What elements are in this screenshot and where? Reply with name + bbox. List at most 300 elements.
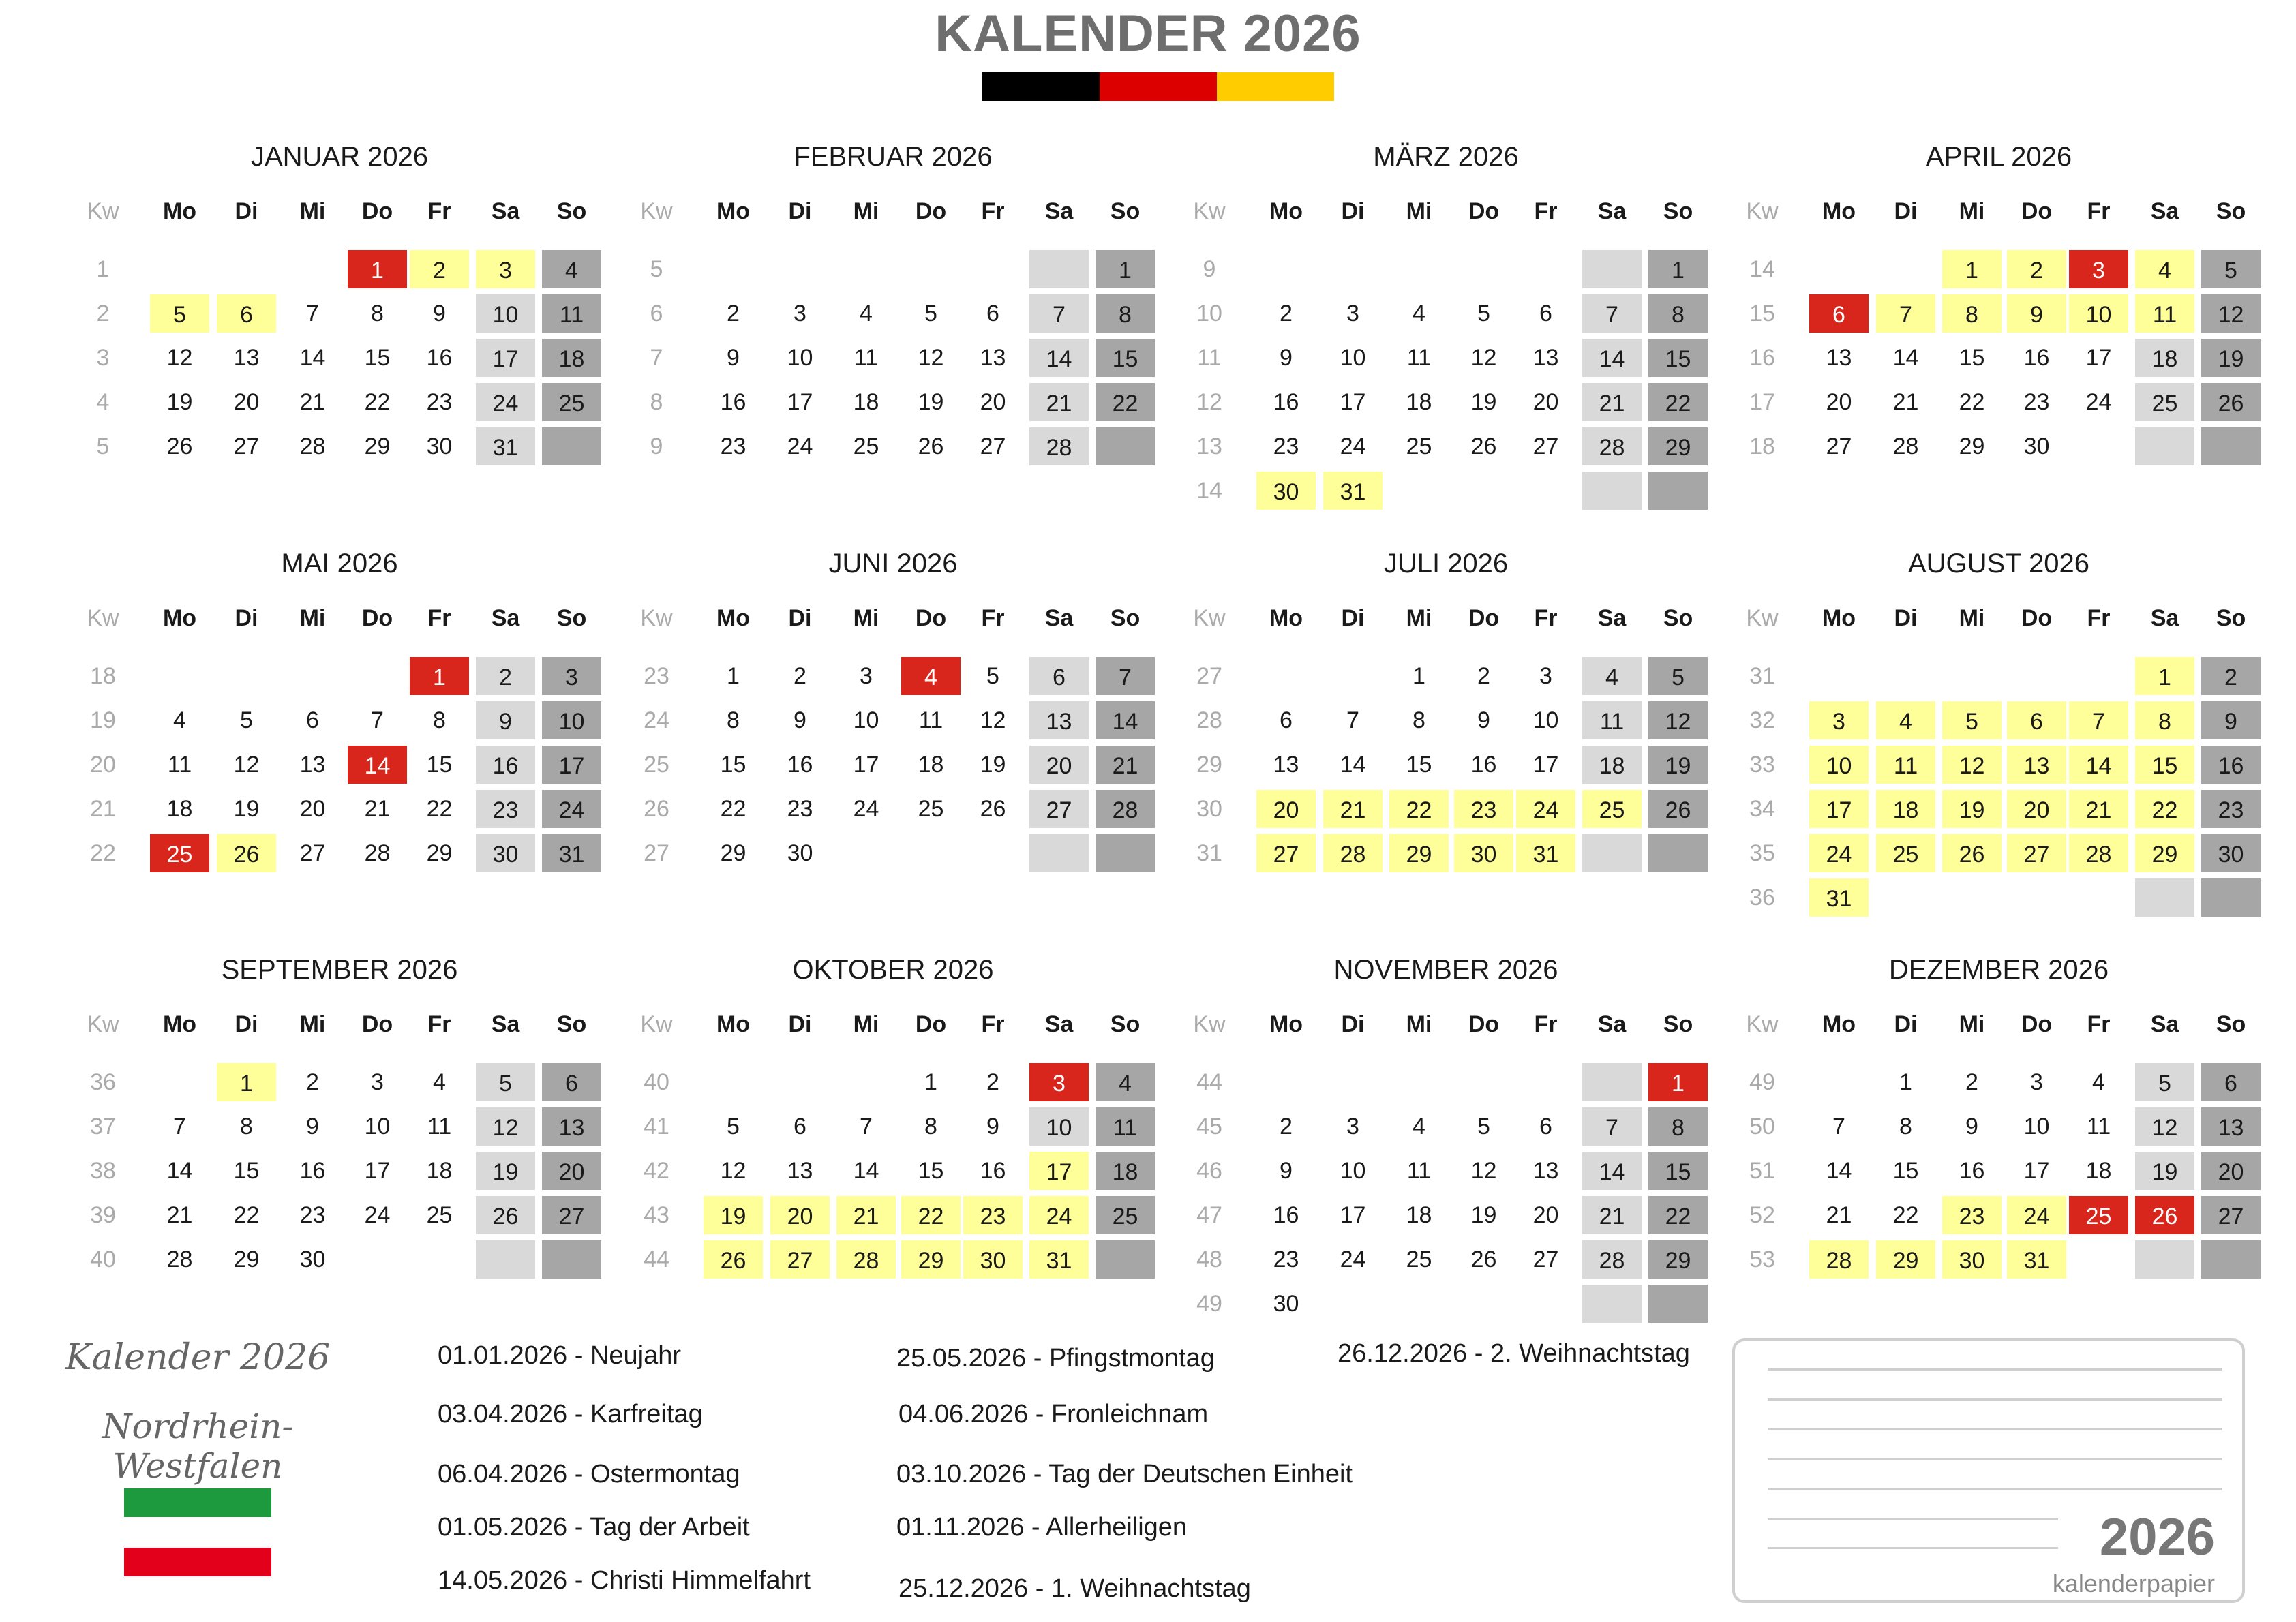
day-cell: 17 <box>1340 1202 1366 1228</box>
day-cell: 1 <box>1647 249 1709 290</box>
day-cell: 22 <box>1388 789 1450 829</box>
note-line <box>1768 1398 2222 1401</box>
day-cell: 27 <box>1826 433 1852 459</box>
weekday-header: Di <box>1341 1011 1365 1037</box>
day-cell: 11 <box>1875 744 1937 785</box>
day-cell: 7 <box>1094 656 1156 697</box>
day-cell: 30 <box>787 840 813 866</box>
day-cell: 22 <box>1959 389 1985 415</box>
month-title: JUNI 2026 <box>828 549 958 579</box>
day-cell: 24 <box>1028 1195 1090 1236</box>
week-number: 15 <box>1749 301 1775 326</box>
day-cell: 6 <box>2200 1062 2262 1103</box>
day-cell: 3 <box>2068 249 2130 290</box>
day-cell: 4 <box>2092 1069 2105 1095</box>
day-cell: 21 <box>1028 382 1090 423</box>
weekday-header: Do <box>1468 1011 1500 1037</box>
weekday-header: Do <box>361 198 393 224</box>
day-cell: 28 <box>1892 433 1919 459</box>
day-cell: 31 <box>474 426 537 467</box>
day-cell: 3 <box>1346 1114 1359 1139</box>
week-number-header: Kw <box>1193 605 1226 631</box>
day-cell: 9 <box>1280 345 1293 371</box>
day-cell: 13 <box>1028 700 1090 741</box>
day-cell: 5 <box>924 301 937 326</box>
week-number: 20 <box>90 752 116 778</box>
day-cell: 28 <box>1094 789 1156 829</box>
day-cell: 6 <box>1280 707 1293 733</box>
day-cell: 6 <box>215 293 277 334</box>
week-number-header: Kw <box>87 1011 119 1037</box>
day-cell: 30 <box>2023 433 2050 459</box>
empty-weekend-cell <box>2200 877 2262 918</box>
day-cell: 11 <box>2086 1114 2111 1139</box>
week-number: 52 <box>1749 1202 1775 1228</box>
weekday-header: So <box>1110 605 1141 631</box>
day-cell: 9 <box>2200 700 2262 741</box>
weekday-header: So <box>1663 198 1693 224</box>
empty-weekend-cell <box>1647 1283 1709 1324</box>
holiday-item: 26.12.2026 - 2. Weihnachtstag <box>1338 1339 1690 1368</box>
day-cell: 8 <box>240 1114 253 1139</box>
german-flag <box>982 72 1334 101</box>
day-cell: 3 <box>1028 1062 1090 1103</box>
week-number-header: Kw <box>640 1011 673 1037</box>
day-cell: 1 <box>924 1069 937 1095</box>
day-cell: 13 <box>1532 1158 1559 1184</box>
day-cell: 14 <box>853 1158 879 1184</box>
day-cell: 10 <box>787 345 813 371</box>
week-number: 36 <box>90 1069 116 1095</box>
day-cell: 5 <box>727 1114 740 1139</box>
day-cell: 11 <box>427 1114 452 1139</box>
day-cell: 22 <box>2134 789 2196 829</box>
weekday-header: Di <box>1894 1011 1918 1037</box>
weekday-header: Sa <box>2150 605 2179 631</box>
week-number-header: Kw <box>1746 198 1779 224</box>
day-cell: 2 <box>408 249 470 290</box>
week-number: 40 <box>90 1246 116 1272</box>
day-cell: 26 <box>1470 433 1497 459</box>
day-cell: 2 <box>474 656 537 697</box>
month-title: JANUAR 2026 <box>250 142 429 172</box>
day-cell: 4 <box>1413 1114 1425 1139</box>
day-cell: 11 <box>1406 345 1432 371</box>
day-cell: 10 <box>541 700 603 741</box>
weekday-header: Sa <box>1044 198 1074 224</box>
day-cell: 11 <box>918 707 943 733</box>
day-cell: 23 <box>1273 433 1299 459</box>
day-cell: 4 <box>860 301 873 326</box>
day-cell: 23 <box>1273 1246 1299 1272</box>
day-cell: 28 <box>2068 833 2130 874</box>
day-cell: 30 <box>426 433 453 459</box>
empty-weekend-cell <box>2134 877 2196 918</box>
day-cell: 2 <box>794 663 806 689</box>
weekday-header: Fr <box>2087 198 2111 224</box>
day-cell: 30 <box>474 833 537 874</box>
weekday-header: Mo <box>716 605 751 631</box>
month-title: FEBRUAR 2026 <box>794 142 993 172</box>
note-line <box>1768 1547 2058 1549</box>
week-number: 46 <box>1196 1158 1222 1184</box>
holiday-item: 03.04.2026 - Karfreitag <box>438 1400 703 1428</box>
empty-weekend-cell <box>1028 833 1090 874</box>
weekday-header: Di <box>1341 605 1365 631</box>
empty-weekend-cell <box>1581 1062 1643 1103</box>
day-cell: 26 <box>1647 789 1709 829</box>
day-cell: 5 <box>240 707 253 733</box>
note-line <box>1768 1368 2222 1371</box>
day-cell: 27 <box>980 433 1006 459</box>
weekday-header: Mo <box>162 198 197 224</box>
note-line <box>1768 1428 2222 1430</box>
day-cell: 18 <box>1406 389 1432 415</box>
day-cell: 22 <box>426 796 453 822</box>
day-cell: 26 <box>166 433 193 459</box>
week-number: 5 <box>96 433 110 459</box>
weekday-header: Fr <box>981 1011 1005 1037</box>
week-number: 18 <box>1749 433 1775 459</box>
day-cell: 23 <box>720 433 746 459</box>
day-cell: 29 <box>1388 833 1450 874</box>
weekday-header: Mi <box>1406 1011 1432 1037</box>
day-cell: 8 <box>1941 293 2003 334</box>
week-number: 14 <box>1749 256 1775 282</box>
weekday-header: Fr <box>1534 1011 1558 1037</box>
holiday-item: 01.01.2026 - Neujahr <box>438 1341 682 1370</box>
day-cell: 14 <box>2068 744 2130 785</box>
day-cell: 25 <box>1581 789 1643 829</box>
day-cell: 2 <box>986 1069 999 1095</box>
weekday-header: Mo <box>162 605 197 631</box>
weekday-header: Do <box>1468 198 1500 224</box>
day-cell: 18 <box>918 752 944 778</box>
month-title: MAI 2026 <box>281 549 398 579</box>
day-cell: 4 <box>433 1069 446 1095</box>
day-cell: 1 <box>727 663 740 689</box>
day-cell: 26 <box>1470 1246 1497 1272</box>
week-number: 37 <box>90 1114 116 1139</box>
empty-weekend-cell <box>2134 1239 2196 1280</box>
week-number: 4 <box>96 389 110 415</box>
day-cell: 21 <box>1581 382 1643 423</box>
day-cell: 1 <box>346 249 408 290</box>
weekday-header: Mi <box>853 605 879 631</box>
day-cell: 1 <box>408 656 470 697</box>
weekday-header: Fr <box>427 198 451 224</box>
flag-stripe-gold <box>1217 72 1334 101</box>
day-cell: 9 <box>306 1114 319 1139</box>
day-cell: 27 <box>1255 833 1317 874</box>
day-cell: 16 <box>1470 752 1497 778</box>
weekday-header: Sa <box>1044 605 1074 631</box>
day-cell: 6 <box>794 1114 806 1139</box>
day-cell: 21 <box>299 389 326 415</box>
week-number-header: Kw <box>1193 198 1226 224</box>
week-number: 5 <box>650 256 663 282</box>
day-cell: 20 <box>1255 789 1317 829</box>
day-cell: 15 <box>1647 337 1709 378</box>
day-cell: 18 <box>1094 1150 1156 1191</box>
day-cell: 3 <box>2030 1069 2043 1095</box>
day-cell: 6 <box>2006 700 2068 741</box>
empty-weekend-cell <box>474 1239 537 1280</box>
week-number: 14 <box>1196 478 1222 504</box>
weekday-header: Fr <box>427 1011 451 1037</box>
week-number: 31 <box>1749 663 1775 689</box>
week-number: 6 <box>650 301 663 326</box>
day-cell: 6 <box>1808 293 1870 334</box>
day-cell: 18 <box>426 1158 453 1184</box>
day-cell: 20 <box>1826 389 1852 415</box>
day-cell: 6 <box>1539 301 1552 326</box>
day-cell: 10 <box>1028 1106 1090 1147</box>
day-cell: 25 <box>1406 433 1432 459</box>
week-number: 31 <box>1196 840 1222 866</box>
weekday-header: Fr <box>981 605 1005 631</box>
week-number: 24 <box>644 707 669 733</box>
weekday-header: Mi <box>1959 198 1985 224</box>
day-cell: 17 <box>1808 789 1870 829</box>
day-cell: 29 <box>1875 1239 1937 1280</box>
day-cell: 28 <box>1322 833 1384 874</box>
day-cell: 6 <box>986 301 999 326</box>
day-cell: 30 <box>2200 833 2262 874</box>
day-cell: 26 <box>918 433 944 459</box>
weekday-header: Sa <box>491 1011 520 1037</box>
week-number: 43 <box>644 1202 669 1228</box>
day-cell: 7 <box>306 301 319 326</box>
day-cell: 7 <box>371 707 384 733</box>
day-cell: 26 <box>1941 833 2003 874</box>
day-cell: 10 <box>1532 707 1559 733</box>
day-cell: 12 <box>720 1158 746 1184</box>
day-cell: 27 <box>1532 433 1559 459</box>
day-cell: 13 <box>233 345 260 371</box>
day-cell: 2 <box>1280 1114 1293 1139</box>
day-cell: 27 <box>1532 1246 1559 1272</box>
weekday-header: Sa <box>2150 198 2179 224</box>
day-cell: 12 <box>474 1106 537 1147</box>
day-cell: 1 <box>2134 656 2196 697</box>
day-cell: 31 <box>2006 1239 2068 1280</box>
weekday-header: Do <box>915 605 947 631</box>
day-cell: 14 <box>1581 337 1643 378</box>
weekday-header: Mi <box>1406 605 1432 631</box>
day-cell: 16 <box>299 1158 326 1184</box>
week-number-header: Kw <box>1746 605 1779 631</box>
day-cell: 16 <box>1959 1158 1985 1184</box>
day-cell: 15 <box>1094 337 1156 378</box>
weekday-header: Sa <box>1044 1011 1074 1037</box>
day-cell: 17 <box>1028 1150 1090 1191</box>
day-cell: 12 <box>1941 744 2003 785</box>
weekday-header: Di <box>1894 605 1918 631</box>
day-cell: 6 <box>306 707 319 733</box>
month-title: APRIL 2026 <box>1925 142 2072 172</box>
day-cell: 26 <box>702 1239 764 1280</box>
weekday-header: So <box>556 1011 587 1037</box>
week-number: 22 <box>90 840 116 866</box>
day-cell: 18 <box>853 389 879 415</box>
day-cell: 6 <box>1028 656 1090 697</box>
day-cell: 1 <box>1647 1062 1709 1103</box>
day-cell: 3 <box>474 249 537 290</box>
day-cell: 9 <box>474 700 537 741</box>
day-cell: 21 <box>364 796 391 822</box>
day-cell: 13 <box>787 1158 813 1184</box>
week-number: 13 <box>1196 433 1222 459</box>
day-cell: 9 <box>1280 1158 1293 1184</box>
weekday-header: Mi <box>1959 1011 1985 1037</box>
day-cell: 24 <box>541 789 603 829</box>
weekday-header: Fr <box>427 605 451 631</box>
month-title: MÄRZ 2026 <box>1373 142 1519 172</box>
week-number: 2 <box>96 301 110 326</box>
day-cell: 29 <box>233 1246 260 1272</box>
empty-weekend-cell <box>2200 426 2262 467</box>
day-cell: 9 <box>2006 293 2068 334</box>
flag-stripe-black <box>982 72 1100 101</box>
week-number: 49 <box>1749 1069 1775 1095</box>
notes-year: 2026 <box>2099 1508 2215 1566</box>
day-cell: 18 <box>166 796 193 822</box>
day-cell: 1 <box>215 1062 277 1103</box>
weekday-header: Di <box>235 1011 258 1037</box>
day-cell: 6 <box>1539 1114 1552 1139</box>
day-cell: 23 <box>2023 389 2050 415</box>
day-cell: 3 <box>541 656 603 697</box>
day-cell: 8 <box>1647 1106 1709 1147</box>
day-cell: 22 <box>720 796 746 822</box>
weekday-header: Mi <box>1959 605 1985 631</box>
day-cell: 4 <box>900 656 962 697</box>
day-cell: 16 <box>2200 744 2262 785</box>
day-cell: 12 <box>918 345 944 371</box>
day-cell: 28 <box>364 840 391 866</box>
notes-box <box>1732 1338 2245 1603</box>
day-cell: 24 <box>1340 1246 1366 1272</box>
day-cell: 22 <box>233 1202 260 1228</box>
empty-weekend-cell <box>1647 470 1709 511</box>
flag-stripe-red <box>1100 72 1217 101</box>
weekday-header: Di <box>235 198 258 224</box>
day-cell: 11 <box>854 345 879 371</box>
day-cell: 19 <box>1941 789 2003 829</box>
day-cell: 7 <box>1346 707 1359 733</box>
day-cell: 1 <box>1941 249 2003 290</box>
week-number: 27 <box>1196 663 1222 689</box>
month-title: AUGUST 2026 <box>1907 549 2090 579</box>
day-cell: 13 <box>1826 345 1852 371</box>
day-cell: 16 <box>474 744 537 785</box>
day-cell: 28 <box>1808 1239 1870 1280</box>
day-cell: 29 <box>1647 426 1709 467</box>
week-number: 53 <box>1749 1246 1775 1272</box>
day-cell: 14 <box>1581 1150 1643 1191</box>
week-number: 41 <box>644 1114 669 1139</box>
day-cell: 19 <box>1470 389 1497 415</box>
day-cell: 19 <box>1470 1202 1497 1228</box>
day-cell: 19 <box>474 1150 537 1191</box>
weekday-header: Di <box>1341 198 1365 224</box>
day-cell: 8 <box>727 707 740 733</box>
day-cell: 5 <box>1477 301 1490 326</box>
day-cell: 6 <box>541 1062 603 1103</box>
day-cell: 23 <box>787 796 813 822</box>
day-cell: 28 <box>1028 426 1090 467</box>
day-cell: 21 <box>166 1202 193 1228</box>
day-cell: 29 <box>1647 1239 1709 1280</box>
day-cell: 8 <box>2134 700 2196 741</box>
day-cell: 24 <box>1515 789 1577 829</box>
week-number: 49 <box>1196 1291 1222 1317</box>
day-cell: 17 <box>853 752 879 778</box>
empty-weekend-cell <box>2200 1239 2262 1280</box>
week-number-header: Kw <box>87 198 119 224</box>
day-cell: 14 <box>1028 337 1090 378</box>
day-cell: 4 <box>173 707 186 733</box>
weekday-header: Di <box>1894 198 1918 224</box>
day-cell: 20 <box>2200 1150 2262 1191</box>
empty-weekend-cell <box>2134 426 2196 467</box>
day-cell: 14 <box>166 1158 193 1184</box>
day-cell: 4 <box>2134 249 2196 290</box>
day-cell: 12 <box>1647 700 1709 741</box>
day-cell: 19 <box>1647 744 1709 785</box>
day-cell: 25 <box>149 833 211 874</box>
day-cell: 12 <box>233 752 260 778</box>
day-cell: 8 <box>433 707 446 733</box>
day-cell: 23 <box>962 1195 1024 1236</box>
day-cell: 9 <box>433 301 446 326</box>
day-cell: 16 <box>426 345 453 371</box>
day-cell: 11 <box>1406 1158 1432 1184</box>
day-cell: 14 <box>299 345 326 371</box>
day-cell: 23 <box>426 389 453 415</box>
day-cell: 5 <box>986 663 999 689</box>
day-cell: 31 <box>1808 877 1870 918</box>
day-cell: 3 <box>860 663 873 689</box>
day-cell: 27 <box>2200 1195 2262 1236</box>
weekday-header: Mo <box>716 198 751 224</box>
day-cell: 20 <box>541 1150 603 1191</box>
day-cell: 21 <box>835 1195 897 1236</box>
week-number: 50 <box>1749 1114 1775 1139</box>
day-cell: 19 <box>918 389 944 415</box>
weekday-header: Di <box>235 605 258 631</box>
week-number: 17 <box>1749 389 1775 415</box>
day-cell: 21 <box>1322 789 1384 829</box>
day-cell: 22 <box>364 389 391 415</box>
week-number: 1 <box>96 256 110 282</box>
note-line <box>1768 1518 2058 1520</box>
week-number: 10 <box>1196 301 1222 326</box>
weekday-header: So <box>556 198 587 224</box>
day-cell: 20 <box>1532 389 1559 415</box>
month-title: DEZEMBER 2026 <box>1888 955 2109 985</box>
day-cell: 12 <box>1470 1158 1497 1184</box>
week-number: 44 <box>644 1246 669 1272</box>
nrw-flag-green <box>124 1488 271 1517</box>
day-cell: 8 <box>924 1114 937 1139</box>
weekday-header: Mi <box>299 605 326 631</box>
weekday-header: Do <box>2021 605 2053 631</box>
day-cell: 13 <box>541 1106 603 1147</box>
day-cell: 17 <box>2085 345 2112 371</box>
week-number: 19 <box>90 707 116 733</box>
